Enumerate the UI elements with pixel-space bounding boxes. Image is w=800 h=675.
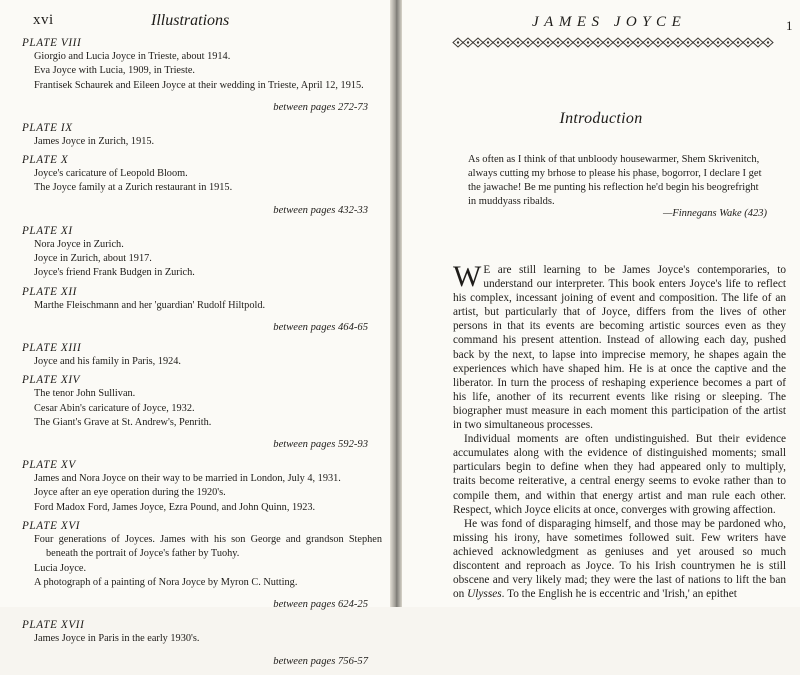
plate-caption: Ford Madox Ford, James Joyce, Ezra Pound, and John Quinn, 1923. bbox=[34, 501, 316, 513]
plate-caption: Joyce and his family in Paris, 1924. bbox=[34, 355, 181, 367]
plate-caption: Joyce after an eye operation during the 1920's. bbox=[34, 487, 226, 499]
plate-list bbox=[22, 36, 382, 675]
plate-title: PLATE XI bbox=[22, 224, 73, 237]
plate-title: PLATE IX bbox=[22, 121, 73, 134]
book-gutter bbox=[390, 0, 402, 607]
between-pages: between pages 756-57 bbox=[273, 655, 368, 667]
plate-caption: Marthe Fleischmann and her 'guardian' Rudolf Hiltpold. bbox=[34, 299, 266, 311]
running-head-right: JAMES JOYCE bbox=[532, 14, 687, 30]
plate-caption: Joyce's friend Frank Budgen in Zurich. bbox=[34, 267, 195, 279]
plate-entry bbox=[22, 458, 382, 515]
between-pages: between pages 432-33 bbox=[273, 204, 368, 216]
epigraph: As often as I think of that unbloody housewarmer, Shem Skrivenitch, always cutting my brhose to please his phase, bogorror, I declare I get the jawache! Be me punting his reflection he'd begin his beogrefright in muddyass ribalds. bbox=[468, 154, 762, 207]
paragraph-text: E are still learning to be James Joyce's contemporaries, to understand our interpreter. This book enters Joyce's life to reflect his complex, incessant joining of event and composition. The life of an artist, but particularly that of Joyce, differs from the lives of other persons in that its events are becoming artistic sources even as they command his present attention. Instead of allowing each day, pushed back by the next, to lapse into imprecise memory, he shapes again the experiences which have shaped him. He is at once the captive and the liberator. In turn the process of reshaping experience becomes a part of his life, another of its recurrent events like rising or sleeping. The biographer must measure in each moment this participation of the artist in two simultaneous processes. bbox=[453, 264, 786, 432]
plate-entry bbox=[22, 373, 382, 452]
plate-entry bbox=[22, 224, 382, 281]
plate-title: PLATE XVII bbox=[22, 619, 85, 632]
plate-caption: James Joyce in Zurich, 1915. bbox=[34, 135, 155, 147]
epigraph-attribution: —Finnegans Wake (423) bbox=[662, 208, 767, 219]
left-page-header bbox=[33, 12, 373, 34]
paragraph-text: . To the English he is eccentric and 'Irish,' an epithet bbox=[501, 588, 737, 601]
plate-caption: The tenor John Sullivan. bbox=[34, 388, 136, 400]
drop-cap: W bbox=[453, 260, 482, 293]
plate-caption: Frantisek Schaurek and Eileen Joyce at their wedding in Trieste, April 12, 1915. bbox=[34, 79, 364, 91]
right-page bbox=[402, 0, 800, 607]
plate-title: PLATE XIV bbox=[22, 374, 81, 387]
between-pages: between pages 464-65 bbox=[273, 321, 368, 333]
page-number-right: 1 bbox=[786, 18, 793, 33]
between-pages: between pages 592-93 bbox=[273, 439, 368, 451]
plate-caption: Nora Joyce in Zurich. bbox=[34, 238, 124, 250]
section-title: Introduction bbox=[559, 110, 643, 127]
plate-entry bbox=[22, 36, 382, 115]
plate-caption: The Joyce family at a Zurich restaurant in 1915. bbox=[34, 182, 233, 194]
plate-caption: Giorgio and Lucia Joyce in Trieste, about 1914. bbox=[34, 51, 231, 62]
paragraph bbox=[453, 260, 786, 432]
plate-caption: A photograph of a painting of Nora Joyce by Myron C. Nutting. bbox=[34, 576, 298, 588]
plate-title: PLATE VIII bbox=[22, 37, 82, 49]
body-text bbox=[453, 260, 786, 601]
plate-entry bbox=[22, 121, 382, 149]
plate-caption: James and Nora Joyce on their way to be married in London, July 4, 1931. bbox=[34, 473, 341, 485]
plate-title: PLATE XVI bbox=[22, 520, 81, 533]
plate-caption: Cesar Abin's caricature of Joyce, 1932. bbox=[34, 402, 195, 414]
plate-entry bbox=[22, 519, 382, 612]
between-pages: between pages 272-73 bbox=[273, 101, 368, 113]
plate-entry bbox=[22, 341, 382, 369]
left-page bbox=[0, 0, 390, 667]
plate-title: PLATE XIII bbox=[22, 341, 82, 354]
ornamental-rule bbox=[452, 37, 778, 48]
plate-caption: Eva Joyce with Lucia, 1909, in Trieste. bbox=[34, 65, 196, 77]
paragraph-text: He was fond of disparaging himself, and those may be pardoned who, missing his irony, have sometimes followed suit. Few writers have achieved acknowledgment as geniuses and yet aroused so much discontent and reproach as Joyce. To his Irish countrymen he is still obscene and very likely mad; they were the last of nations to lift the ban on bbox=[453, 517, 786, 601]
paragraph bbox=[453, 517, 786, 602]
plate-title: PLATE X bbox=[22, 154, 69, 167]
running-head-left: Illustrations bbox=[151, 12, 230, 29]
plate-entry bbox=[22, 285, 382, 335]
plate-caption: James Joyce in Paris in the early 1930's. bbox=[34, 633, 200, 645]
plate-caption: Joyce's caricature of Leopold Bloom. bbox=[34, 168, 188, 180]
plate-caption: Four generations of Joyces. James with his son George and grandson Stephen beneath the portrait of Joyce's father by Tuohy. bbox=[34, 534, 382, 560]
plate-title: PLATE XII bbox=[22, 285, 78, 298]
plate-title: PLATE XV bbox=[22, 459, 76, 472]
plate-caption: Joyce in Zurich, about 1917. bbox=[34, 253, 152, 265]
plate-entry bbox=[22, 153, 382, 218]
plate-caption: The Giant's Grave at St. Andrew's, Penrith. bbox=[34, 416, 212, 428]
plate-entry bbox=[22, 618, 382, 668]
between-pages: between pages 624-25 bbox=[273, 599, 368, 611]
paragraph: Individual moments are often undistinguished. But their evidence accumulates along with the evidence of distinguished moments; small particulars begin to define when they had appeared only to multiply, traits become reiterative, a central energy seems to evoke rather than to compile them, and within that energy artist and man rule each other. Respect, which Joyce elicits at once, converges with growing affection. bbox=[453, 433, 786, 516]
book-title: Ulysses bbox=[467, 588, 502, 601]
page-number-left: xvi bbox=[33, 12, 54, 28]
plate-caption: Lucia Joyce. bbox=[34, 562, 87, 574]
